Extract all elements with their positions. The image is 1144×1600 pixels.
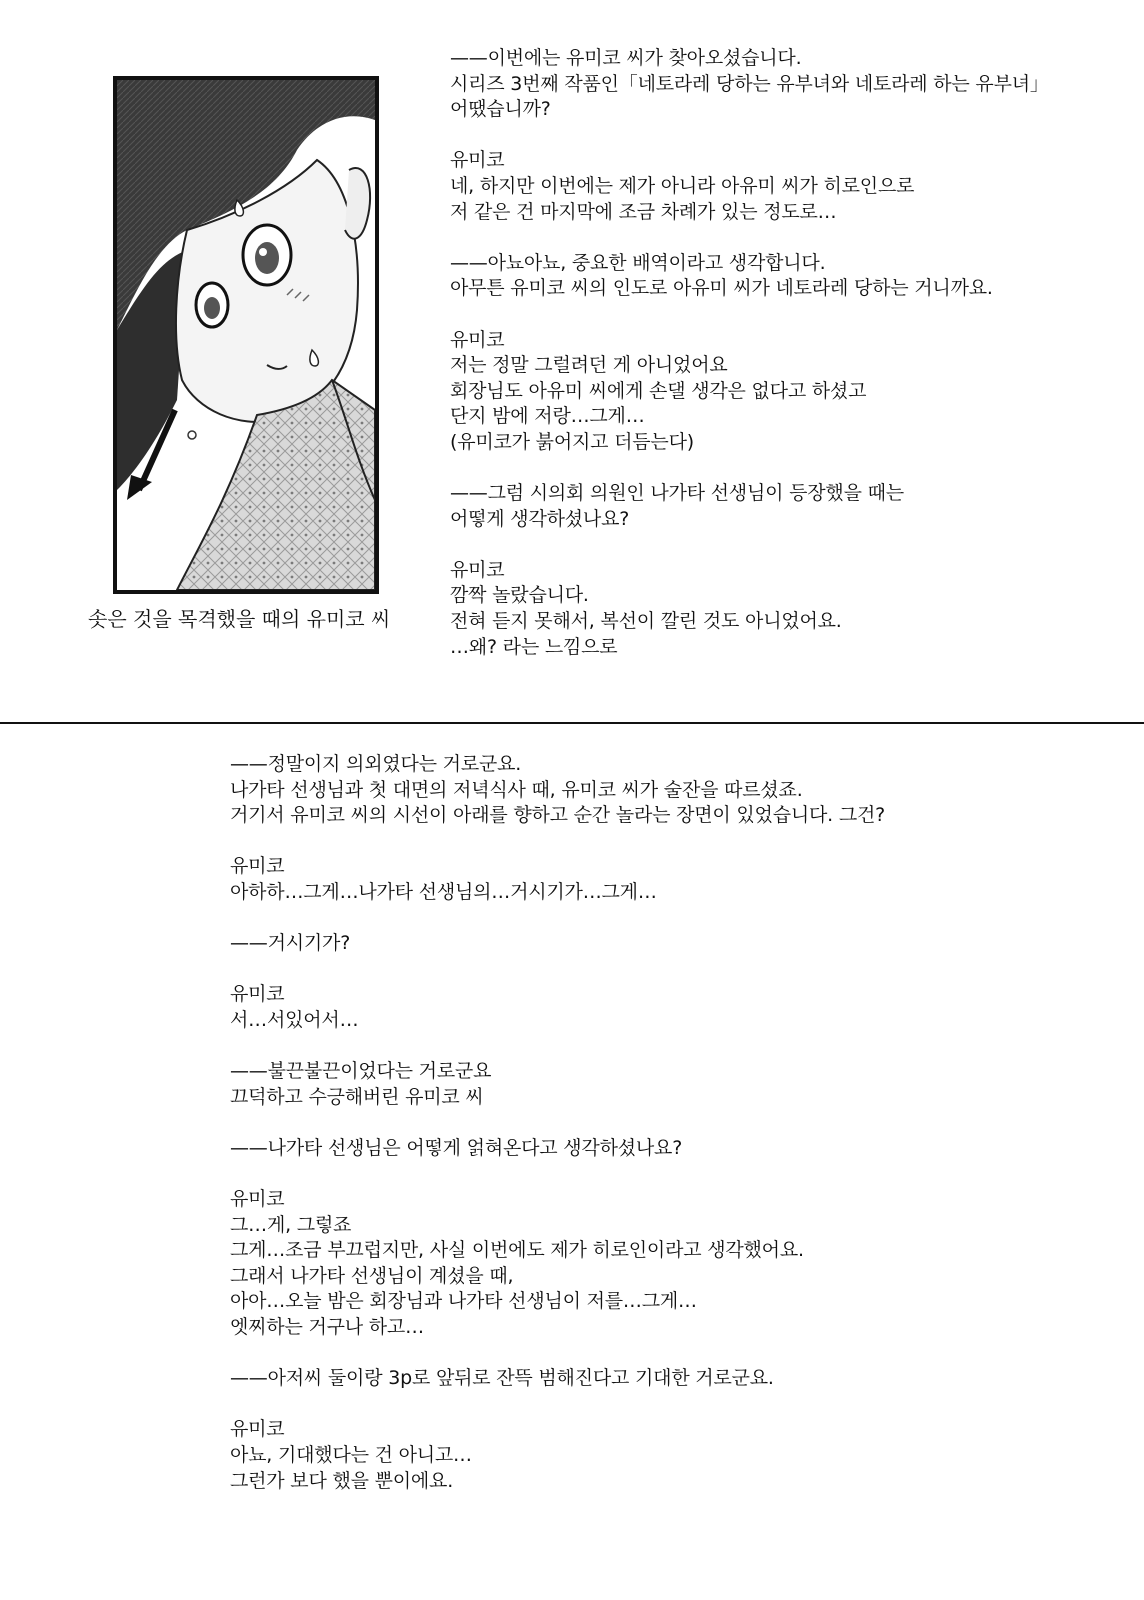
text-line: 아무튼 유미코 씨의 인도로 아유미 씨가 네토라레 당하는 거니까요. bbox=[450, 277, 993, 300]
text-line: 시리즈 3번째 작품인「네토라레 당하는 유부녀와 네토라레 하는 유부녀」 bbox=[450, 72, 1049, 95]
yumiko-illustration bbox=[117, 80, 375, 590]
section-divider bbox=[0, 722, 1144, 724]
interview-bottom-text bbox=[230, 752, 1110, 1494]
text-line: 아하하…그게…나가타 선생님의…거시기가…그게… bbox=[230, 880, 657, 903]
text-line: ——아뇨아뇨, 중요한 배역이라고 생각합니다. bbox=[450, 251, 826, 274]
text-line: 단지 밤에 저랑…그게… bbox=[450, 405, 645, 428]
text-line: ——정말이지 의외였다는 거로군요. bbox=[230, 753, 522, 775]
text-line bbox=[450, 225, 1130, 251]
text-line: 유미코 bbox=[450, 149, 505, 172]
text-line: 유미코 bbox=[450, 328, 505, 351]
illustration-panel bbox=[113, 76, 379, 594]
text-line: ——이번에는 유미코 씨가 찾아오셨습니다. bbox=[450, 47, 802, 69]
text-line: 유미코 bbox=[450, 558, 505, 581]
text-line: 유미코 bbox=[230, 1418, 285, 1441]
text-line bbox=[450, 532, 1130, 558]
text-line: 어떻게 생각하셨나요? bbox=[450, 507, 630, 530]
text-line: 그게…조금 부끄럽지만, 사실 이번에도 제가 히로인이라고 생각했어요. bbox=[230, 1239, 804, 1262]
text-line: 네, 하지만 이번에는 제가 아니라 아유미 씨가 히로인으로 bbox=[450, 174, 915, 197]
text-line bbox=[230, 829, 1110, 855]
text-line: …왜? 라는 느낌으로 bbox=[450, 635, 618, 658]
text-line: 나가타 선생님과 첫 대면의 저녁식사 때, 유미코 씨가 술잔을 따르셨죠. bbox=[230, 778, 803, 801]
text-line bbox=[230, 1034, 1110, 1060]
text-line: 그런가 보다 했을 뿐이에요. bbox=[230, 1469, 454, 1492]
text-line: 어땠습니까? bbox=[450, 98, 551, 121]
text-line: 저 같은 건 마지막에 조금 차례가 있는 정도로… bbox=[450, 200, 837, 223]
panel-caption: 솟은 것을 목격했을 때의 유미코 씨 bbox=[88, 607, 391, 631]
text-line: 저는 정말 그럴려던 게 아니었어요 bbox=[450, 354, 728, 377]
text-line: 유미코 bbox=[230, 983, 285, 1006]
text-line: 서…서있어서… bbox=[230, 1008, 359, 1031]
text-line: ——거시기가? bbox=[230, 932, 351, 955]
text-line bbox=[230, 957, 1110, 983]
text-line bbox=[230, 1110, 1110, 1136]
text-line: ——불끈불끈이었다는 거로군요 bbox=[230, 1060, 492, 1083]
text-line: 유미코 bbox=[230, 855, 285, 878]
interview-top-text bbox=[450, 46, 1130, 660]
text-line bbox=[450, 123, 1130, 149]
text-line: 엣찌하는 거구나 하고… bbox=[230, 1316, 424, 1339]
text-line: 아아…오늘 밤은 회장님과 나가타 선생님이 저를…그게… bbox=[230, 1290, 697, 1313]
text-line bbox=[450, 302, 1130, 328]
text-line: 끄덕하고 수긍해버린 유미코 씨 bbox=[230, 1085, 484, 1108]
text-line: 거기서 유미코 씨의 시선이 아래를 향하고 순간 놀라는 장면이 있었습니다. 그건? bbox=[230, 804, 886, 827]
text-line: 유미코 bbox=[230, 1188, 285, 1211]
text-line: ——그럼 시의회 의원인 나가타 선생님이 등장했을 때는 bbox=[450, 482, 904, 505]
text-line bbox=[450, 456, 1130, 482]
text-line: 전혀 듣지 못해서, 복선이 깔린 것도 아니었어요. bbox=[450, 610, 842, 633]
text-line: (유미코가 붉어지고 더듬는다) bbox=[450, 430, 694, 453]
text-line bbox=[230, 1162, 1110, 1188]
text-line: 그…게, 그렇죠 bbox=[230, 1213, 352, 1236]
text-line bbox=[230, 1341, 1110, 1367]
text-line bbox=[230, 1392, 1110, 1418]
text-line: ——나가타 선생님은 어떻게 얽혀온다고 생각하셨나요? bbox=[230, 1136, 683, 1159]
text-line: 아뇨, 기대했다는 건 아니고… bbox=[230, 1444, 472, 1467]
text-line: 회장님도 아유미 씨에게 손댈 생각은 없다고 하셨고 bbox=[450, 379, 867, 402]
text-line: ——아저씨 둘이랑 3p로 앞뒤로 잔뜩 범해진다고 기대한 거로군요. bbox=[230, 1367, 774, 1390]
text-line: 그래서 나가타 선생님이 계셨을 때, bbox=[230, 1264, 514, 1287]
text-line: 깜짝 놀랐습니다. bbox=[450, 584, 589, 607]
text-line bbox=[230, 906, 1110, 932]
